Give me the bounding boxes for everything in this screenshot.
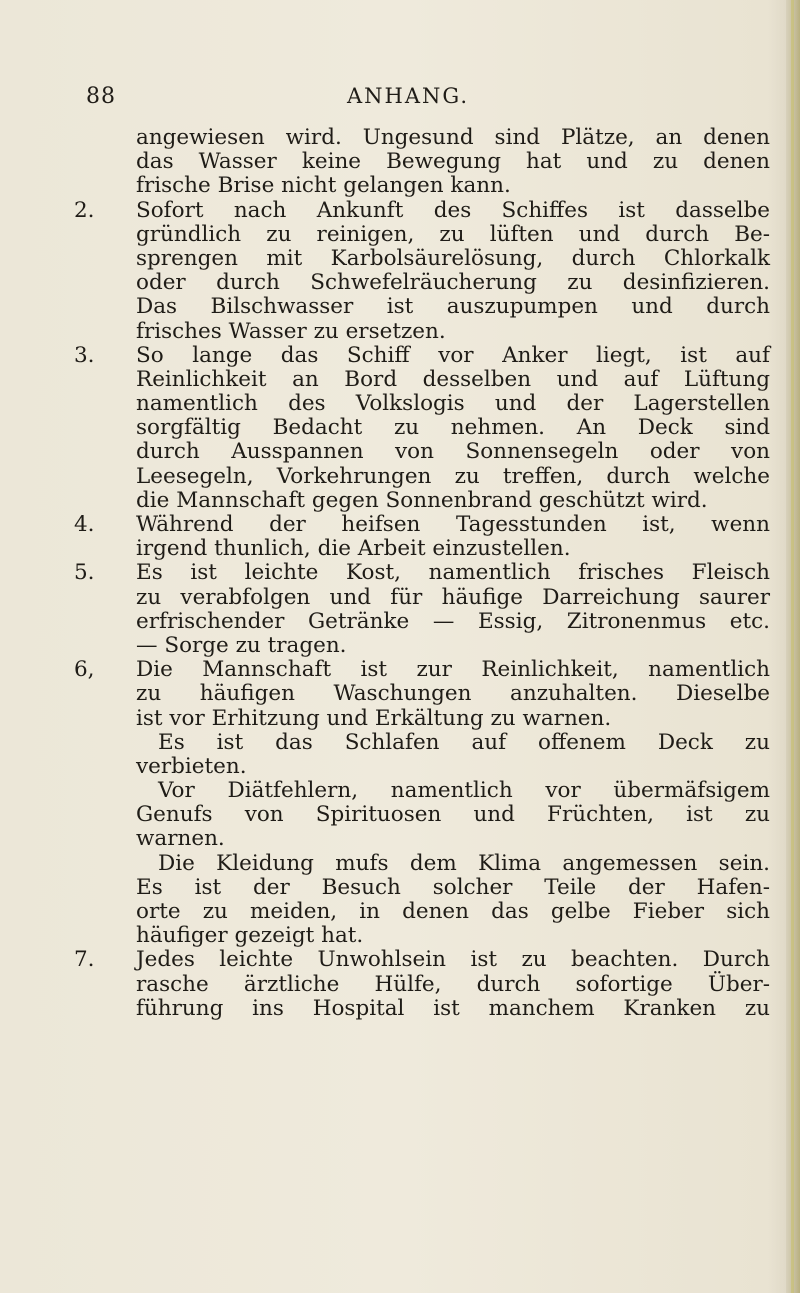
- text-line: [70, 440, 782, 464]
- line-text: warnen.: [136, 826, 225, 852]
- text-line: [70, 271, 782, 295]
- text-line: [70, 223, 782, 247]
- line-text: gründlich zu reinigen, zu lüften und durch Be-: [136, 221, 770, 247]
- text-line: [70, 779, 782, 803]
- line-text: oder durch Schwefelräucherung zu desinfizieren.: [136, 270, 770, 296]
- text-line: [70, 344, 782, 368]
- text-line: [70, 295, 782, 319]
- item-number: 5.: [74, 560, 95, 586]
- item-number: 4.: [74, 512, 95, 537]
- text-line: [70, 973, 782, 997]
- text-line: [70, 900, 782, 924]
- page-header: [0, 84, 800, 114]
- line-text: So lange das Schiff vor Anker liegt, ist auf: [136, 342, 770, 368]
- text-line: [70, 368, 782, 392]
- line-text: angewiesen wird. Ungesund sind Plätze, an denen: [136, 125, 770, 150]
- line-text: führung ins Hospital ist manchem Kranken zu: [136, 995, 770, 1021]
- text-line: [70, 658, 782, 682]
- text-line: [70, 924, 782, 948]
- line-text: Es ist der Besuch solcher Teile der Hafen-: [136, 874, 770, 900]
- line-text: Sofort nach Ankunft des Schiffes ist dasselbe: [136, 197, 770, 223]
- body-text: [70, 126, 782, 1021]
- line-text: Die Kleidung mufs dem Klima angemessen sein.: [158, 850, 770, 876]
- item-number: 3.: [74, 342, 95, 368]
- line-text: sorgfältig Bedacht zu nehmen. An Deck sind: [136, 415, 770, 441]
- text-line: [70, 755, 782, 779]
- page-edge-strip: [791, 0, 794, 1293]
- text-line: [70, 174, 782, 198]
- text-line: [70, 610, 782, 634]
- line-text: irgend thunlich, die Arbeit einzustellen.: [136, 536, 571, 562]
- line-text: rasche ärztliche Hülfe, durch sofortige Über-: [136, 971, 770, 997]
- text-line: [70, 948, 782, 972]
- text-line: [70, 465, 782, 489]
- text-line: [70, 803, 782, 827]
- text-line: [70, 416, 782, 440]
- line-text: Die Mannschaft ist zur Reinlichkeit, namentlich: [136, 657, 770, 683]
- running-head: ANHANG.: [347, 84, 470, 108]
- item-number: 6,: [74, 657, 95, 683]
- line-text: frisches Wasser zu ersetzen.: [136, 318, 446, 344]
- line-text: zu häufigen Waschungen anzuhalten. Dieselbe: [136, 681, 770, 707]
- page-number: 88: [86, 84, 116, 109]
- line-text: Das Bilschwasser ist auszupumpen und durch: [136, 294, 770, 320]
- item-number: 7.: [74, 947, 95, 973]
- line-text: das Wasser keine Bewegung hat und zu denen: [136, 149, 770, 175]
- line-text: Leesegeln, Vorkehrungen zu treffen, durch welche: [136, 463, 770, 489]
- text-line: [70, 247, 782, 271]
- line-text: zu verabfolgen und für häufige Darreichung saurer: [136, 584, 770, 610]
- text-line: [70, 997, 782, 1021]
- item-number: 2.: [74, 197, 95, 223]
- text-line: [70, 126, 782, 150]
- line-text: verbieten.: [136, 753, 247, 779]
- line-text: durch Ausspannen von Sonnensegeln oder von: [136, 439, 770, 465]
- text-line: [70, 392, 782, 416]
- text-line: [70, 682, 782, 706]
- line-text: Vor Diätfehlern, namentlich vor übermäfsigem: [158, 778, 770, 804]
- text-line: [70, 707, 782, 731]
- text-line: [70, 150, 782, 174]
- text-line: [70, 634, 782, 658]
- line-text: Genufs von Spirituosen und Früchten, ist zu: [136, 802, 770, 828]
- text-line: [70, 489, 782, 513]
- line-text: Reinlichkeit an Bord desselben und auf Lüftung: [136, 366, 770, 392]
- text-line: [70, 731, 782, 755]
- line-text: sprengen mit Karbolsäurelösung, durch Chlorkalk: [136, 245, 770, 271]
- text-line: [70, 320, 782, 344]
- text-line: [70, 827, 782, 851]
- line-text: die Mannschaft gegen Sonnenbrand geschützt wird.: [136, 487, 708, 513]
- line-text: häufiger gezeigt hat.: [136, 923, 364, 949]
- text-line: [70, 199, 782, 223]
- text-line: [70, 537, 782, 561]
- line-text: ist vor Erhitzung und Erkältung zu warnen.: [136, 705, 612, 731]
- text-line: [70, 513, 782, 537]
- line-text: namentlich des Volkslogis und der Lagerstellen: [136, 391, 770, 417]
- text-line: [70, 586, 782, 610]
- line-text: Es ist leichte Kost, namentlich frisches Fleisch: [136, 560, 770, 586]
- line-text: — Sorge zu tragen.: [136, 632, 347, 658]
- text-line: [70, 561, 782, 585]
- line-text: Es ist das Schlafen auf offenem Deck zu: [158, 729, 770, 755]
- text-line: [70, 852, 782, 876]
- line-text: Während der heifsen Tagesstunden ist, wenn: [136, 512, 770, 537]
- line-text: Jedes leichte Unwohlsein ist zu beachten. Durch: [136, 947, 770, 973]
- line-text: erfrischender Getränke — Essig, Zitronenmus etc.: [136, 608, 770, 634]
- line-text: orte zu meiden, in denen das gelbe Fieber sich: [136, 899, 770, 924]
- line-text: frische Brise nicht gelangen kann.: [136, 173, 511, 199]
- text-line: [70, 876, 782, 900]
